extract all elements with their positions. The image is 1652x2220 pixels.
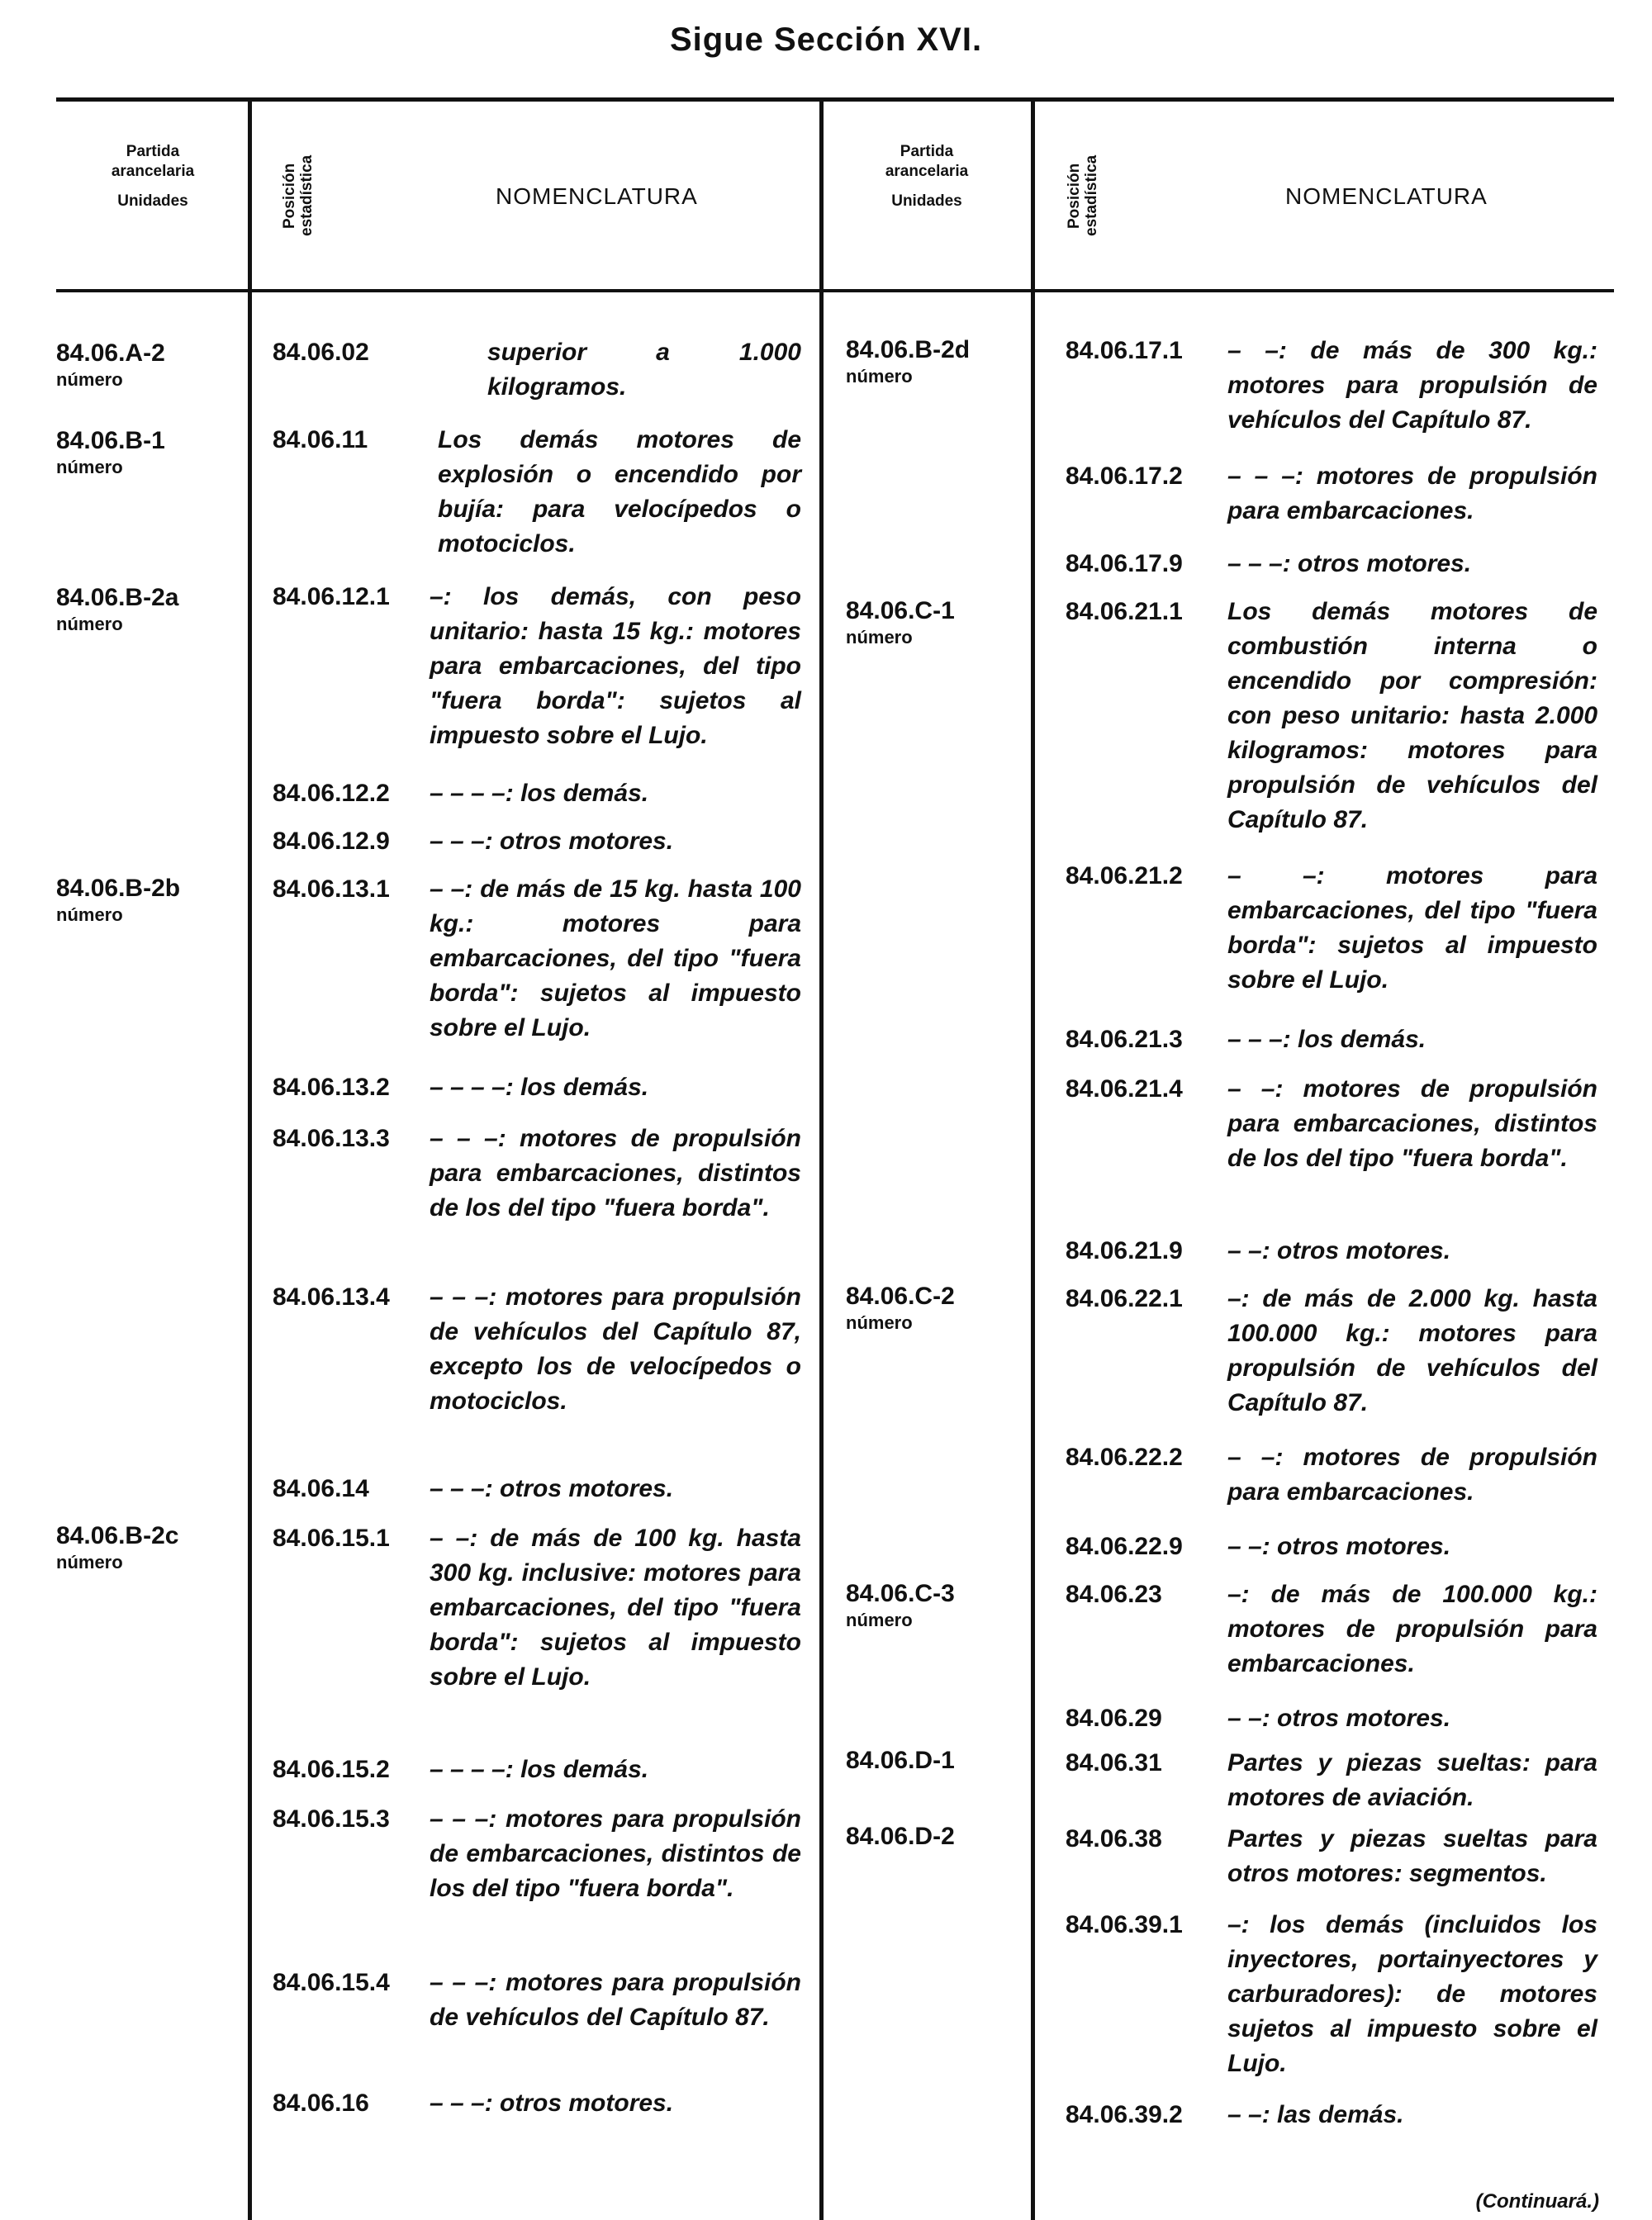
entry-text: –: de más de 2.000 kg. hasta 100.000 kg.: motores para propulsión de vehículos del Capítulo 87. (1227, 1285, 1597, 1416)
entry-code: 84.06.11 (273, 426, 368, 453)
header-nomenclatura: NOMENCLATURA (496, 183, 698, 209)
nomenclature-entry (273, 335, 801, 405)
nomenclature-entry (1066, 859, 1597, 998)
partida-code-text: 84.06.B-2b (56, 875, 181, 902)
partida-unit: número (56, 369, 123, 390)
entry-text: – – –: motores para propulsión de vehículos del Capítulo 87, excepto los de velocípedos o motociclos. (430, 1283, 801, 1415)
nomenclature-entry (273, 1753, 801, 1787)
entry-text: – – –: otros motores. (430, 1475, 674, 1502)
partida-code (846, 1579, 955, 1632)
entry-text: Los demás motores de explosión o encendido por bujía: para velocípedos o motociclos. (438, 426, 801, 557)
entry-text: – –: las demás. (1227, 2101, 1404, 2128)
nomenclature-entry (273, 1521, 801, 1695)
partida-unit: número (846, 1312, 913, 1333)
entry-code: 84.06.31 (1066, 1749, 1162, 1776)
partida-code-text: 84.06.B-2a (56, 584, 179, 611)
entry-code: 84.06.17.2 (1066, 462, 1183, 490)
nomenclature-entry (273, 1070, 801, 1105)
entry-code: 84.06.22.2 (1066, 1444, 1183, 1471)
partida-unit: número (846, 1610, 913, 1630)
partida-code (846, 596, 955, 649)
entry-text: Los demás motores de combustión interna o encendido por compresión: con peso unitario: hasta 2.000 kilogramos: motores para propulsión de vehículos del Capítulo 87. (1227, 598, 1597, 833)
entry-code: 84.06.22.1 (1066, 1285, 1183, 1312)
entry-text: – – –: motores de propulsión para embarcaciones, distintos de los del tipo "fuera borda". (430, 1125, 801, 1221)
entry-text: – –: de más de 300 kg.: motores para propulsión de vehículos del Capítulo 87. (1227, 337, 1597, 434)
entry-text: – –: motores de propulsión para embarcaciones. (1227, 1444, 1597, 1506)
partida-unit: número (56, 457, 123, 477)
nomenclature-entry (273, 423, 801, 562)
column-divider (248, 97, 252, 2220)
entry-code: 84.06.13.4 (273, 1283, 390, 1311)
partida-code (846, 1746, 955, 1776)
partida-code-text: 84.06.C-1 (846, 597, 955, 624)
header-partida-label: Partida arancelaria (111, 143, 195, 180)
entry-text: – – –: otros motores. (430, 2090, 674, 2117)
entry-code: 84.06.13.3 (273, 1125, 390, 1152)
entry-code: 84.06.21.9 (1066, 1237, 1183, 1264)
entry-code: 84.06.13.1 (273, 875, 390, 903)
entry-text: Partes y piezas sueltas para otros motores: segmentos. (1227, 1825, 1597, 1887)
header-partida-label: Partida arancelaria (885, 143, 969, 180)
partida-code-text: 84.06.A-2 (56, 339, 165, 367)
nomenclature-entry (1066, 1577, 1597, 1682)
entry-code: 84.06.23 (1066, 1581, 1162, 1608)
partida-code-text: 84.06.B-2c (56, 1522, 179, 1549)
entry-code: 84.06.21.4 (1066, 1075, 1183, 1103)
entry-text: – –: de más de 15 kg. hasta 100 kg.: motores para embarcaciones, del tipo "fuera borda": sujetos al impuesto sobre el Lujo. (430, 875, 801, 1041)
header-posicion: Posición estadística (1066, 154, 1100, 237)
entry-text: – – –: motores para propulsión de embarcaciones, distintos de los del tipo "fuera borda". (430, 1805, 801, 1902)
entry-code: 84.06.15.3 (273, 1805, 390, 1833)
entry-code: 84.06.12.1 (273, 583, 390, 610)
nomenclature-entry (1066, 1282, 1597, 1421)
nomenclature-entry (273, 1966, 801, 2035)
entry-text: –: los demás, con peso unitario: hasta 15 kg.: motores para embarcaciones, del tipo "fuera borda": sujetos al impuesto sobre el Lujo. (430, 583, 801, 749)
entry-text: – – – –: los demás. (430, 1074, 649, 1101)
entry-code: 84.06.16 (273, 2090, 369, 2117)
nomenclature-entry (273, 1280, 801, 1419)
partida-code (56, 583, 178, 636)
entry-text: –: los demás (incluidos los inyectores, portainyectores y carburadores): de motores sujetos al impuesto sobre el Lujo. (1227, 1911, 1597, 2077)
header-partida (59, 142, 246, 215)
entry-text: – – –: los demás. (1227, 1026, 1427, 1053)
nomenclature-entry (1066, 2098, 1597, 2132)
entry-code: 84.06.02 (273, 339, 369, 366)
header-partida (824, 142, 1029, 215)
nomenclature-entry (273, 580, 801, 753)
partida-unit: número (846, 627, 913, 648)
header-posicion: Posición estadística (281, 154, 316, 237)
nomenclature-entry (1066, 547, 1597, 581)
header-nomenclatura: NOMENCLATURA (1285, 183, 1488, 209)
partida-unit: número (56, 904, 123, 925)
entry-code: 84.06.39.2 (1066, 2101, 1183, 2128)
entry-text: – – – –: los demás. (430, 1756, 649, 1783)
partida-code-text: 84.06.B-2d (846, 336, 971, 363)
entry-code: 84.06.22.9 (1066, 1533, 1183, 1560)
entry-code: 84.06.29 (1066, 1705, 1162, 1732)
entry-text: – –: motores para embarcaciones, del tipo "fuera borda": sujetos al impuesto sobre el Lujo. (1227, 862, 1597, 994)
partida-code (56, 874, 180, 927)
entry-text: – – –: otros motores. (430, 828, 674, 855)
nomenclature-entry (1066, 595, 1597, 837)
nomenclature-entry (1066, 334, 1597, 438)
entry-code: 84.06.14 (273, 1475, 369, 1502)
nomenclature-entry (1066, 1440, 1597, 1510)
partida-code-text: 84.06.C-3 (846, 1580, 955, 1607)
nomenclature-entry (273, 824, 801, 859)
header-unidades-label: Unidades (117, 192, 188, 210)
partida-code (56, 1521, 178, 1574)
nomenclature-entry (273, 2086, 801, 2121)
partida-code (56, 339, 165, 391)
entry-code: 84.06.13.2 (273, 1074, 390, 1101)
nomenclature-entry (1066, 1530, 1597, 1564)
entry-code: 84.06.17.1 (1066, 337, 1183, 364)
nomenclature-entry (1066, 1072, 1597, 1176)
nomenclature-entry (273, 1122, 801, 1226)
partida-code-text: 84.06.D-2 (846, 1823, 955, 1850)
entry-text: superior a 1.000 kilogramos. (487, 339, 801, 401)
page-title: Sigue Sección XVI. (669, 21, 983, 58)
partida-code (846, 1282, 955, 1335)
entry-code: 84.06.39.1 (1066, 1911, 1183, 1938)
nomenclature-entry (273, 872, 801, 1046)
center-column-divider (819, 97, 824, 2220)
header-bottom-rule (56, 289, 1614, 292)
header-unidades-label: Unidades (891, 192, 962, 210)
partida-code-text: 84.06.D-1 (846, 1747, 955, 1774)
partida-unit: número (56, 1552, 123, 1572)
partida-code (56, 426, 165, 479)
nomenclature-entry (1066, 1822, 1597, 1891)
nomenclature-entry (273, 1802, 801, 1906)
entry-code: 84.06.12.2 (273, 780, 390, 807)
partida-code-text: 84.06.C-2 (846, 1283, 955, 1310)
entry-code: 84.06.15.1 (273, 1525, 390, 1552)
nomenclature-entry (273, 1472, 801, 1506)
entry-code: 84.06.17.9 (1066, 550, 1183, 577)
entry-code: 84.06.21.2 (1066, 862, 1183, 889)
partida-unit: número (846, 366, 913, 387)
nomenclature-entry (1066, 1746, 1597, 1815)
partida-unit: número (56, 614, 123, 634)
partida-code-text: 84.06.B-1 (56, 427, 165, 454)
nomenclature-entry (1066, 1234, 1597, 1269)
entry-code: 84.06.12.9 (273, 828, 390, 855)
entry-code: 84.06.38 (1066, 1825, 1162, 1852)
entry-text: – – –: motores para propulsión de vehículos del Capítulo 87. (430, 1969, 801, 2031)
nomenclature-entry (1066, 1701, 1597, 1736)
partida-code (846, 1822, 955, 1852)
entry-text: – – –: motores de propulsión para embarcaciones. (1227, 462, 1597, 524)
entry-text: Partes y piezas sueltas: para motores de aviación. (1227, 1749, 1597, 1811)
continuation-note: (Continuará.) (1475, 2190, 1599, 2213)
entry-text: – –: otros motores. (1227, 1705, 1451, 1732)
table-top-rule (56, 97, 1614, 102)
entry-code: 84.06.15.2 (273, 1756, 390, 1783)
partida-code (846, 335, 970, 388)
entry-text: –: de más de 100.000 kg.: motores de propulsión para embarcaciones. (1227, 1581, 1597, 1677)
entry-text: – –: otros motores. (1227, 1237, 1451, 1264)
entry-text: – –: otros motores. (1227, 1533, 1451, 1560)
entry-code: 84.06.21.3 (1066, 1026, 1183, 1053)
entry-code: 84.06.21.1 (1066, 598, 1183, 625)
column-divider (1031, 97, 1035, 2220)
nomenclature-entry (1066, 1908, 1597, 2081)
entry-text: – – – –: los demás. (430, 780, 649, 807)
nomenclature-entry (1066, 459, 1597, 529)
nomenclature-entry (273, 776, 801, 811)
entry-text: – – –: otros motores. (1227, 550, 1472, 577)
entry-text: – –: motores de propulsión para embarcaciones, distintos de los del tipo "fuera borda". (1227, 1075, 1597, 1172)
nomenclature-entry (1066, 1022, 1597, 1057)
entry-code: 84.06.15.4 (273, 1969, 390, 1996)
entry-text: – –: de más de 100 kg. hasta 300 kg. inclusive: motores para embarcaciones, del tipo "fuera borda": sujetos al impuesto sobre el Lujo. (430, 1525, 801, 1691)
